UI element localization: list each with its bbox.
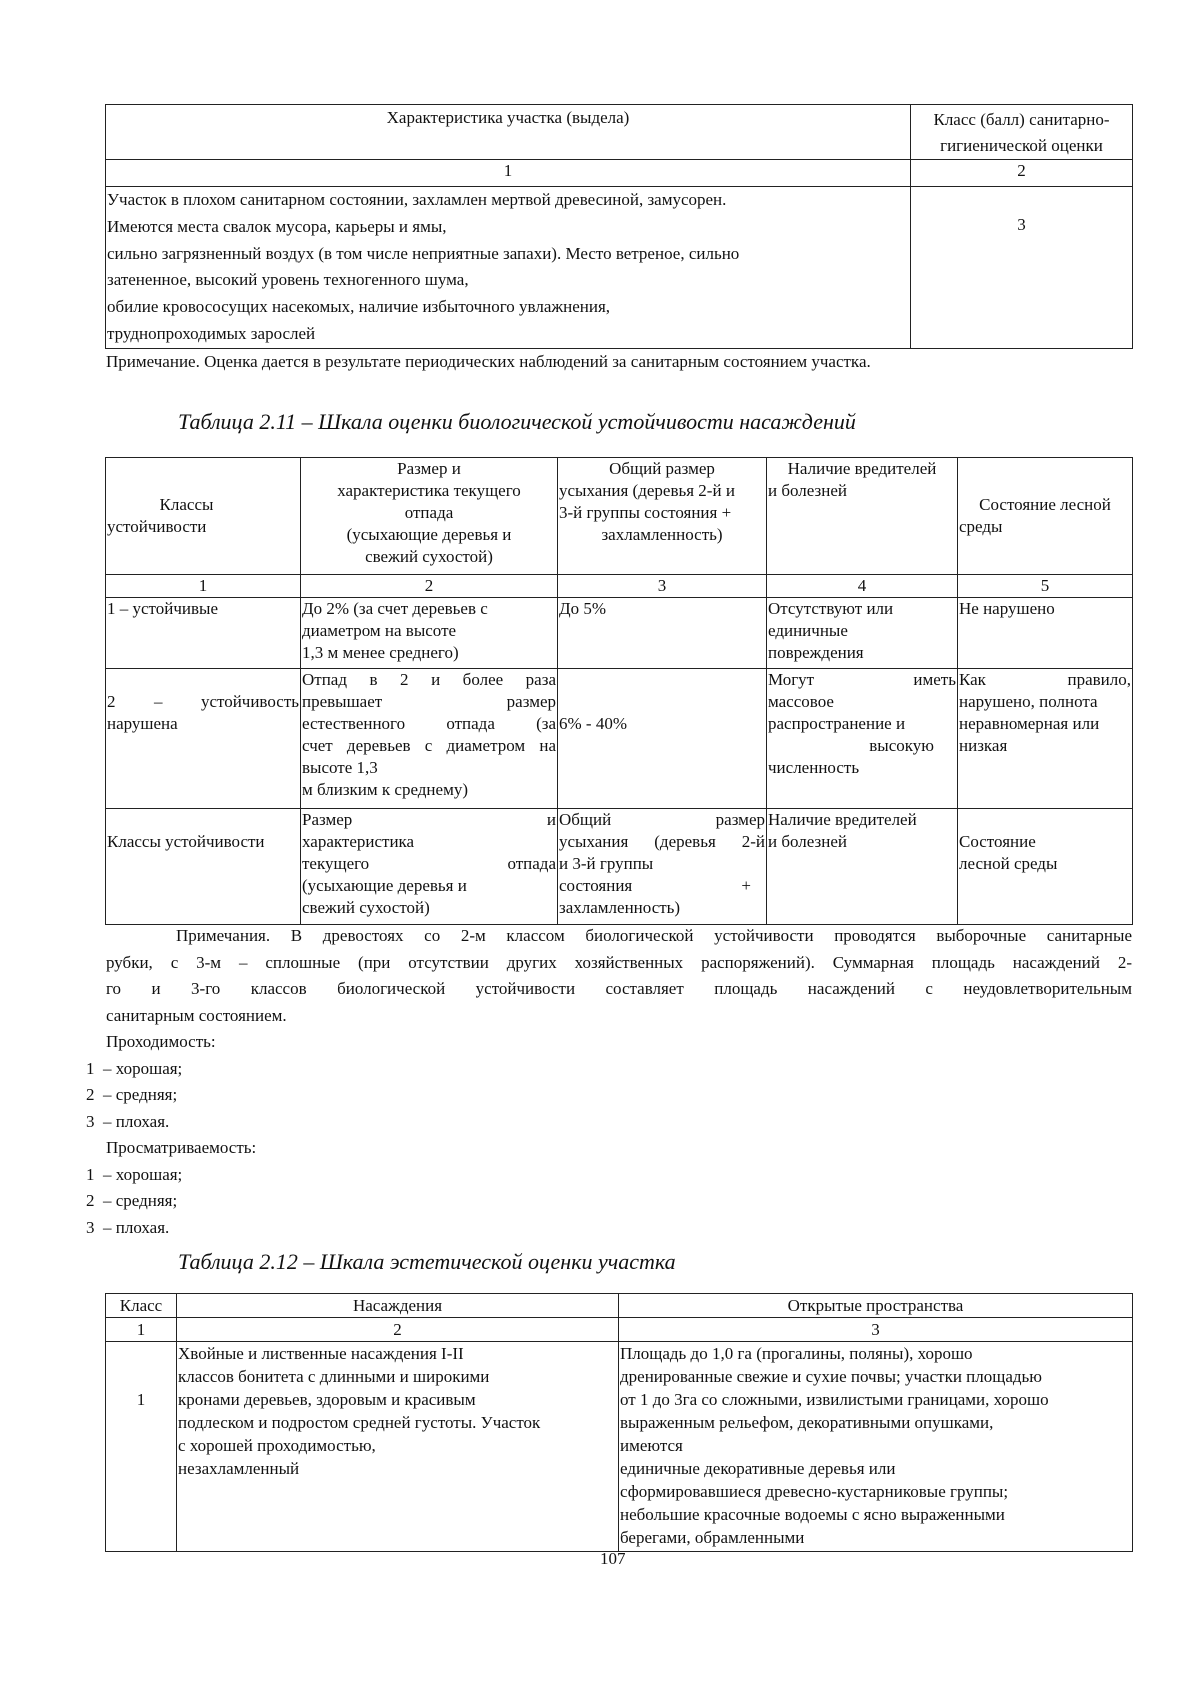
cell-line: Как правило, <box>959 670 1131 689</box>
passability-section <box>86 1029 256 1241</box>
environment-cell <box>958 669 1133 809</box>
drying-cell <box>558 669 767 809</box>
cell-line: Могут иметь <box>768 670 956 689</box>
cell-line: высокую <box>869 736 934 755</box>
cell-line: с хорошей проходимостью, <box>178 1436 376 1455</box>
sanitary-table <box>105 104 1133 349</box>
pests-cell <box>767 669 958 809</box>
list-text: – плохая. <box>103 1217 170 1237</box>
cell-line: усыхания (деревья 2-й <box>559 832 765 851</box>
cell-line: классов бонитета с длинными и широкими <box>178 1367 490 1386</box>
stability-class-cell <box>106 598 301 669</box>
row-value: 3 <box>911 187 1133 349</box>
cell-line: высоте 1,3 <box>302 758 378 777</box>
list-num: 1 <box>86 1058 95 1078</box>
header-line: отпада <box>404 503 454 522</box>
list-item <box>86 1109 256 1136</box>
header-cell <box>958 458 1133 575</box>
list-text: – средняя; <box>103 1085 178 1104</box>
cell-line: единичные <box>768 621 848 640</box>
col-num: 1 <box>106 1318 177 1342</box>
note-line: го и 3-го классов биологической устойчивости составляет площадь насаждений с неудовлетворительным <box>106 979 1132 998</box>
list-num: 2 <box>86 1191 95 1210</box>
header-line: Размер и <box>397 459 461 478</box>
open-spaces-cell <box>619 1342 1133 1552</box>
cell-line: счет деревьев с диаметром на <box>302 736 556 755</box>
cell-line: Размер и <box>302 810 556 829</box>
cell-line: характеристика <box>302 832 415 851</box>
header-characteristic: Характеристика участка (выдела) <box>106 105 911 160</box>
header-line: характеристика текущего <box>337 481 521 500</box>
header-cell <box>558 458 767 575</box>
header-line: (усыхающие деревья и <box>346 525 512 544</box>
list-item <box>86 1215 256 1242</box>
cell-line: До 2% (за счет деревьев с <box>302 599 488 618</box>
col-num: 3 <box>619 1318 1133 1342</box>
list-item <box>86 1188 256 1215</box>
col-num: 1 <box>106 160 911 187</box>
header-line: устойчивости <box>107 517 207 536</box>
stability-class-cell <box>106 809 301 925</box>
passability-title: Проходимость: <box>106 1032 216 1051</box>
header-line: Состояние лесной <box>979 495 1111 514</box>
cell-line: небольшие красочные водоемы с ясно выраженными <box>620 1505 1005 1524</box>
list-text: – хорошая; <box>103 1058 183 1078</box>
header-line: 3-й группы состояния + <box>559 503 732 522</box>
col-num: 2 <box>177 1318 619 1342</box>
col-num: 3 <box>558 575 767 598</box>
cell-line: незахламленный <box>178 1459 300 1478</box>
dieoff-cell <box>301 598 558 669</box>
header-open-spaces: Открытые пространства <box>619 1294 1133 1318</box>
list-num: 2 <box>86 1085 95 1104</box>
cell-line: Площадь до 1,0 га (прогалины, поляны), хорошо <box>620 1344 973 1363</box>
cell-line: 1 – устойчивые <box>107 599 218 618</box>
cell-line: До 5% <box>559 599 607 618</box>
cell-line: 6% - 40% <box>559 714 627 733</box>
list-item <box>86 1162 256 1189</box>
cell-line: захламленность) <box>559 898 681 917</box>
environment-cell <box>958 809 1133 925</box>
cell-line: нарушено, полнота <box>959 692 1098 711</box>
cell-line: и 3-й группы <box>559 854 654 873</box>
drying-cell <box>558 809 767 925</box>
col-num: 5 <box>958 575 1133 598</box>
cell-line: диаметром на высоте <box>302 621 457 640</box>
list-text: – средняя; <box>103 1191 178 1210</box>
pests-cell <box>767 809 958 925</box>
note-line: рубки, с 3-м – сплошные (при отсутствии других хозяйственных распоряжений). Суммарная площадь насаждений 2- <box>106 952 1132 972</box>
cell-line: численность <box>768 758 860 777</box>
cell-line: м близким к среднему) <box>302 780 468 799</box>
text-line: затененное, высокий уровень техногенного шума, <box>107 270 469 290</box>
header-line: свежий сухостой) <box>365 547 493 566</box>
cell-line: кронами деревьев, здоровым и красивым <box>178 1390 476 1409</box>
cell-line: Классы устойчивости <box>107 832 265 851</box>
dieoff-cell <box>301 669 558 809</box>
cell-line: текущего отпада <box>302 854 556 873</box>
visibility-title: Просматриваемость: <box>106 1138 257 1157</box>
header-line: усыхания (деревья 2-й и <box>559 481 735 500</box>
cell-line: Отпад в 2 и более раза <box>302 670 556 689</box>
col-num: 1 <box>106 575 301 598</box>
list-num: 3 <box>86 1111 95 1131</box>
cell-line: выраженным рельефом, декоративными опушками, <box>620 1413 994 1432</box>
environment-cell <box>958 598 1133 669</box>
header-class: Класс <box>106 1294 177 1318</box>
header-stands: Насаждения <box>177 1294 619 1318</box>
list-item <box>86 1082 256 1109</box>
text-line: обилие кровососущих насекомых, наличие избыточного увлажнения, <box>107 297 611 317</box>
note-line: Примечания. В древостоях со 2-м классом биологической устойчивости проводятся выборочные санитарные <box>176 926 1132 945</box>
text-line: Имеются места свалок мусора, карьеры и ямы, <box>107 216 447 236</box>
note-line: санитарным состоянием. <box>106 1005 287 1025</box>
cell-line: неравномерная или <box>959 714 1100 733</box>
cell-line: Отсутствуют или <box>768 599 894 618</box>
cell-line: Состояние <box>959 832 1036 851</box>
list-text: – плохая. <box>103 1111 170 1131</box>
header-cell <box>301 458 558 575</box>
cell-line: Не нарушено <box>959 599 1055 618</box>
header-line: захламленность) <box>601 525 723 544</box>
class-value: 1 <box>106 1342 177 1552</box>
cell-line: от 1 до 3га со сложными, извилистыми границами, хорошо <box>620 1390 1049 1409</box>
cell-line: повреждения <box>768 643 864 662</box>
cell-line: 2 – устойчивость <box>107 692 299 711</box>
cell-line: естественного отпада (за <box>302 714 556 733</box>
cell-line: (усыхающие деревья и <box>302 876 467 895</box>
list-text: – хорошая; <box>103 1164 183 1184</box>
dieoff-cell <box>301 809 558 925</box>
list-num: 3 <box>86 1217 95 1237</box>
cell-line: массовое <box>768 692 834 711</box>
stability-class-cell <box>106 669 301 809</box>
cell-line: берегами, обрамленными <box>620 1528 805 1547</box>
cell-line: низкая <box>959 736 1008 755</box>
stability-notes <box>106 923 1132 1029</box>
cell-line: подлеском и подростом средней густоты. Участок <box>178 1413 541 1432</box>
col-num: 4 <box>767 575 958 598</box>
header-line: Общий размер <box>609 459 715 478</box>
cell-line: распространение и <box>768 714 906 733</box>
cell-line: и болезней <box>768 832 847 851</box>
cell-line: имеются <box>620 1436 683 1455</box>
header-class-score: Класс (балл) санитарно-гигиенической оценки <box>911 105 1133 160</box>
cell-line: единичные декоративные деревья или <box>620 1459 896 1478</box>
header-line: среды <box>959 517 1003 536</box>
cell-line: 1,3 м менее среднего) <box>302 643 459 662</box>
cell-line: Хвойные и лиственные насаждения I-II <box>178 1344 464 1363</box>
cell-line: Общий размер <box>559 810 765 829</box>
drying-cell <box>558 598 767 669</box>
text-line: сильно загрязненный воздух (в том числе неприятные запахи). Место ветреное, сильно <box>107 243 740 263</box>
row-description <box>106 187 911 349</box>
header-line: и болезней <box>768 481 847 500</box>
header-cell <box>106 458 301 575</box>
top-table-note: Примечание. Оценка дается в результате периодических наблюдений за санитарным состоянием участка. <box>106 352 871 371</box>
list-num: 1 <box>86 1164 95 1184</box>
cell-line: превышает размер <box>302 692 556 711</box>
stands-cell <box>177 1342 619 1552</box>
cell-line: дренированные свежие и сухие почвы; участки площадью <box>620 1367 1042 1386</box>
cell-line: сформировавшиеся древесно-кустарниковые группы; <box>620 1482 1009 1501</box>
cell-line: Наличие вредителей <box>768 810 917 829</box>
table-2-11-caption: Таблица 2.11 – Шкала оценки биологической устойчивости насаждений <box>178 409 856 434</box>
table-2-12-caption: Таблица 2.12 – Шкала эстетической оценки участка <box>178 1249 676 1274</box>
header-line: Наличие вредителей <box>787 459 937 478</box>
header-cell <box>767 458 958 575</box>
text-line: труднопроходимых зарослей <box>107 323 316 343</box>
col-num: 2 <box>911 160 1133 187</box>
header-line: Классы <box>159 495 214 514</box>
aesthetic-table <box>105 1293 1133 1552</box>
stability-table <box>105 457 1133 925</box>
cell-line: свежий сухостой) <box>302 898 430 917</box>
page-number: 107 <box>600 1549 626 1568</box>
cell-line: состояния + <box>559 876 751 895</box>
cell-line: лесной среды <box>959 854 1058 873</box>
list-item <box>86 1056 256 1083</box>
col-num: 2 <box>301 575 558 598</box>
pests-cell <box>767 598 958 669</box>
text-line: Участок в плохом санитарном состоянии, захламлен мертвой древесиной, замусорен. <box>107 190 727 209</box>
cell-line: нарушена <box>107 714 178 733</box>
